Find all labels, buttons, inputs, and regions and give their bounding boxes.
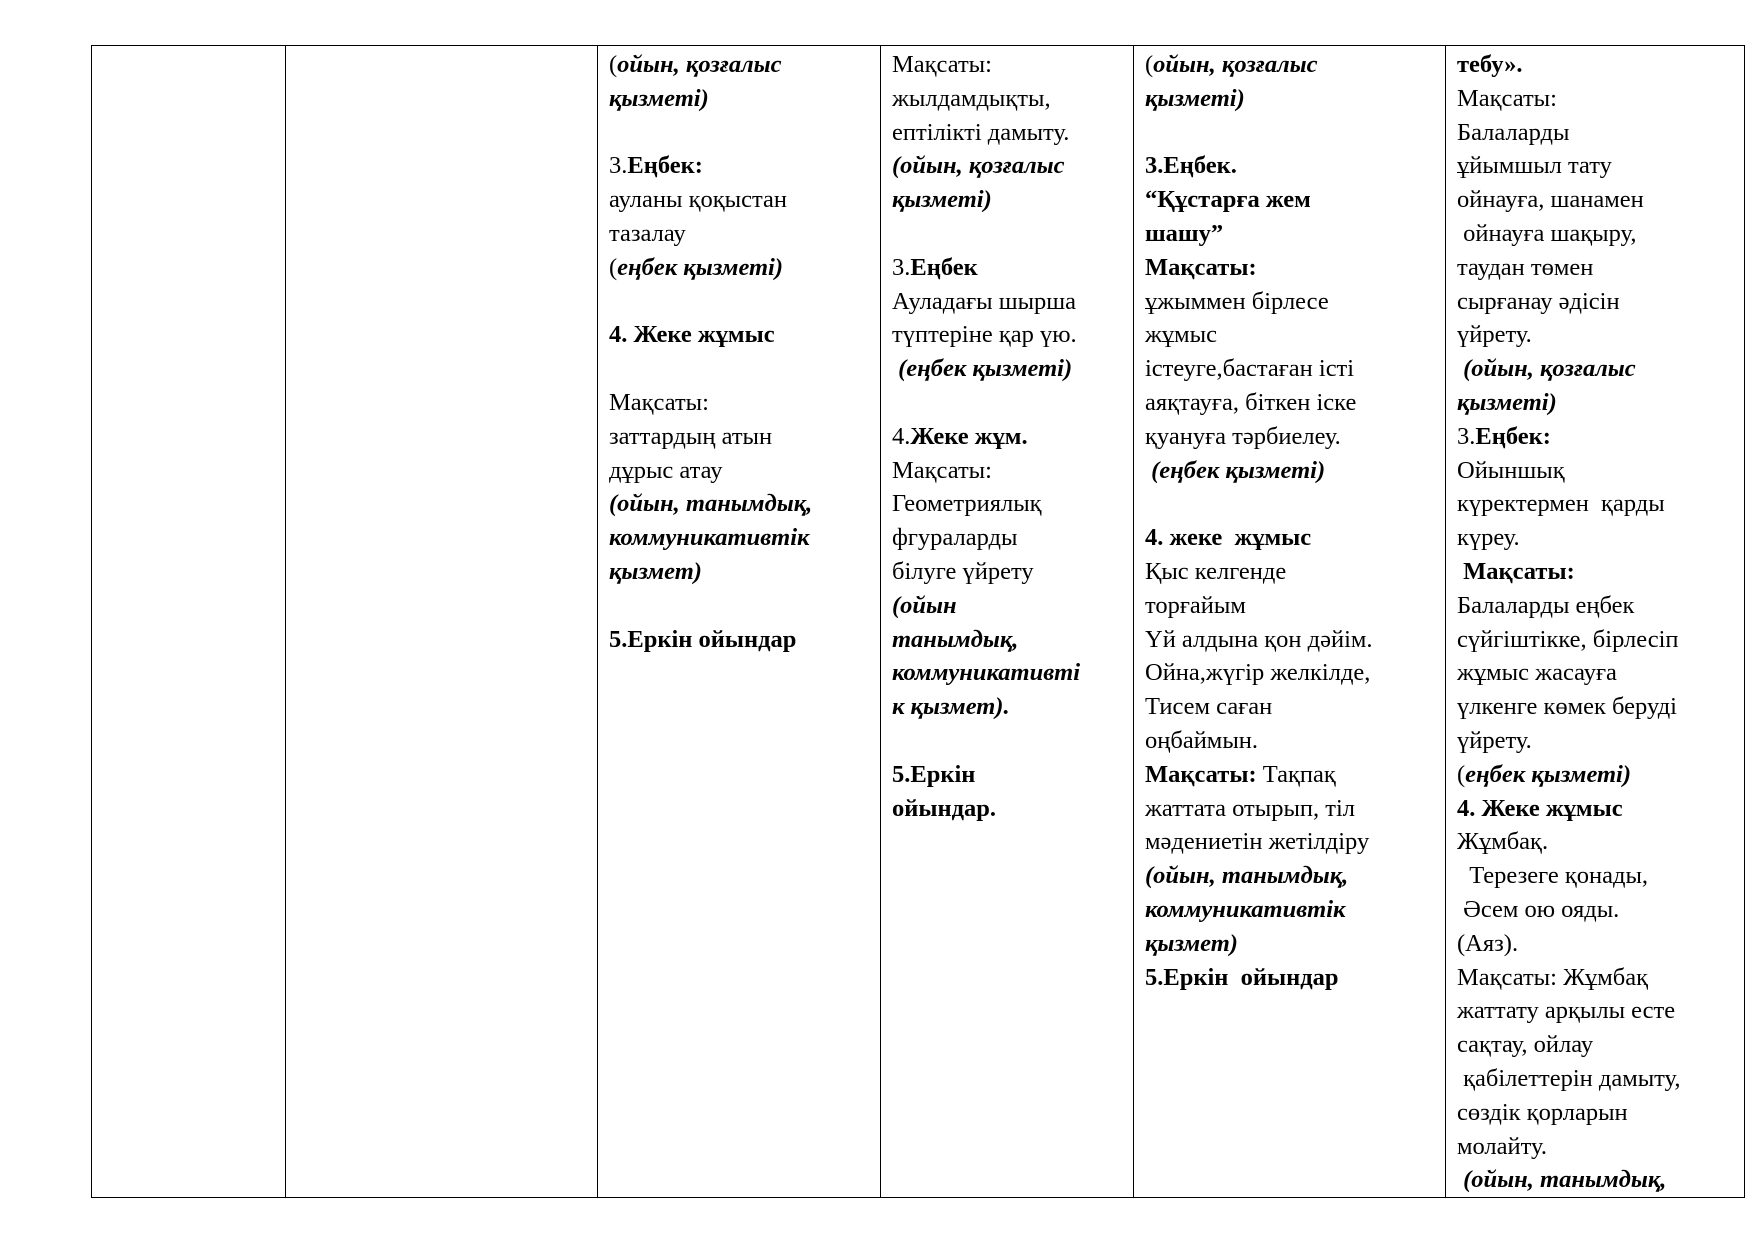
text-run: 4. Жеке жұмыс bbox=[1457, 794, 1623, 822]
text-line bbox=[1145, 116, 1437, 150]
text-run: Мақсаты: bbox=[1145, 760, 1257, 788]
text-run: Жеке жұм. bbox=[910, 422, 1028, 450]
text-run: Ойна,жүгір желкілде, bbox=[1145, 659, 1371, 687]
text-run: ( bbox=[609, 253, 618, 281]
table-cell-col-6 bbox=[1446, 46, 1745, 1198]
text-run: Мақсаты: bbox=[892, 456, 992, 484]
text-run: еңбек қызметі) bbox=[617, 253, 784, 281]
text-run: (ойын, танымдық, bbox=[1145, 862, 1349, 890]
text-line bbox=[1145, 454, 1437, 488]
text-line bbox=[1145, 859, 1437, 893]
text-line bbox=[1457, 48, 1736, 82]
text-line bbox=[892, 116, 1125, 150]
text-line bbox=[1145, 927, 1437, 961]
text-run: (еңбек қызметі) bbox=[1151, 456, 1326, 484]
text-line bbox=[1145, 183, 1437, 217]
text-run: ( bbox=[609, 51, 618, 78]
table-row bbox=[92, 46, 1745, 1198]
text-line bbox=[1457, 893, 1736, 927]
text-run: қызмет) bbox=[609, 557, 702, 585]
text-line bbox=[1457, 656, 1736, 690]
text-line bbox=[1145, 825, 1437, 859]
text-run: түптеріне қар үю. bbox=[892, 321, 1077, 349]
text-run: сырғанау әдісін bbox=[1457, 287, 1620, 315]
text-line bbox=[892, 82, 1125, 116]
text-run: тебу». bbox=[1457, 51, 1523, 78]
text-run: қызмет) bbox=[1145, 929, 1238, 957]
text-line bbox=[1457, 1028, 1736, 1062]
text-line bbox=[1457, 927, 1736, 961]
text-run: Еңбек: bbox=[627, 152, 703, 180]
text-run: сүйгіштікке, бірлесіп bbox=[1457, 625, 1679, 653]
text-line bbox=[1145, 521, 1437, 555]
text-line bbox=[1457, 555, 1736, 589]
text-line bbox=[609, 454, 872, 488]
text-run: Мақсаты: bbox=[1457, 84, 1557, 112]
text-line bbox=[892, 487, 1125, 521]
text-run: ойнауға шақыру, bbox=[1457, 219, 1637, 247]
text-run: 4. bbox=[892, 422, 911, 450]
text-line bbox=[1457, 589, 1736, 623]
text-run: 5.Еркін ойындар bbox=[1145, 963, 1339, 991]
text-line bbox=[1145, 758, 1437, 792]
table-cell-col-2 bbox=[286, 46, 598, 1198]
text-line bbox=[1145, 285, 1437, 319]
text-line bbox=[892, 386, 1125, 420]
text-run: таудан төмен bbox=[1457, 253, 1594, 281]
text-run: күректермен қарды bbox=[1457, 490, 1665, 518]
text-line bbox=[609, 285, 872, 319]
text-run: 3. bbox=[1457, 422, 1476, 450]
text-run: білуге үйрету bbox=[892, 557, 1034, 585]
text-run: Еңбек: bbox=[1475, 422, 1551, 450]
text-run: коммуникативтік bbox=[1145, 895, 1346, 923]
text-run: Терезеге қонады, bbox=[1457, 862, 1649, 890]
text-run: тазалау bbox=[609, 219, 686, 247]
text-run: қызметі) bbox=[892, 186, 992, 214]
text-line bbox=[1457, 149, 1736, 183]
text-run: к қызмет). bbox=[892, 693, 1010, 721]
text-line bbox=[1145, 961, 1437, 995]
text-run: жұмыс жасауға bbox=[1457, 659, 1617, 687]
text-line bbox=[609, 116, 872, 150]
text-line bbox=[892, 285, 1125, 319]
text-run: мәдениетін жетілдіру bbox=[1145, 828, 1370, 856]
text-line bbox=[609, 386, 872, 420]
table-cell-col-1 bbox=[92, 46, 286, 1198]
text-run: үйрету. bbox=[1457, 726, 1532, 754]
text-line bbox=[609, 251, 872, 285]
text-run: жаттату арқылы есте bbox=[1457, 997, 1676, 1025]
text-run: (ойын, қозғалыс bbox=[892, 152, 1065, 180]
text-run: Тисем саған bbox=[1145, 693, 1273, 721]
text-run: Тақпақ bbox=[1256, 760, 1336, 788]
text-line bbox=[1145, 589, 1437, 623]
text-run: 5.Еркін bbox=[892, 760, 976, 788]
text-line bbox=[892, 217, 1125, 251]
text-run: оңбаймын. bbox=[1145, 726, 1259, 754]
text-run: (ойын, танымдық, bbox=[609, 490, 813, 518]
text-line bbox=[1457, 623, 1736, 657]
text-run: ойын, қозғалыс bbox=[617, 51, 782, 78]
text-line bbox=[892, 318, 1125, 352]
text-line bbox=[609, 555, 872, 589]
text-run: ұжыммен бірлесе bbox=[1145, 287, 1329, 315]
text-line bbox=[1457, 318, 1736, 352]
text-run: Мақсаты: bbox=[892, 51, 992, 78]
text-run: ауланы қоқыстан bbox=[609, 186, 787, 214]
text-run: Еңбек bbox=[910, 253, 978, 281]
text-line bbox=[1457, 183, 1736, 217]
text-line bbox=[892, 48, 1125, 82]
text-line bbox=[1457, 724, 1736, 758]
text-run: “Құстарға жем bbox=[1145, 186, 1311, 214]
text-line bbox=[892, 555, 1125, 589]
text-run: ойнауға, шанамен bbox=[1457, 186, 1644, 214]
activity-plan-table bbox=[91, 45, 1745, 1198]
text-line bbox=[1457, 1163, 1736, 1197]
text-line bbox=[1145, 82, 1437, 116]
text-line bbox=[892, 420, 1125, 454]
text-run: ойындар. bbox=[892, 794, 997, 822]
text-run: Әсем ою ояды. bbox=[1457, 895, 1620, 923]
text-run: шашу” bbox=[1145, 219, 1224, 247]
text-run: 4. жеке жұмыс bbox=[1145, 524, 1312, 552]
text-line bbox=[1145, 420, 1437, 454]
text-run: сөздік қорларын bbox=[1457, 1098, 1628, 1126]
text-line bbox=[1457, 420, 1736, 454]
text-line bbox=[892, 183, 1125, 217]
text-line bbox=[892, 758, 1125, 792]
text-line bbox=[1145, 217, 1437, 251]
text-run: жылдамдықты, bbox=[892, 84, 1051, 112]
text-line bbox=[1145, 555, 1437, 589]
text-line bbox=[892, 724, 1125, 758]
text-run: еңбек қызметі) bbox=[1465, 760, 1632, 788]
text-run: үлкенге көмек беруді bbox=[1457, 693, 1677, 721]
text-line bbox=[892, 690, 1125, 724]
text-run: заттардың атын bbox=[609, 422, 773, 450]
text-run: Ойыншық bbox=[1457, 456, 1565, 484]
text-line bbox=[1457, 82, 1736, 116]
table-cell-col-4 bbox=[881, 46, 1134, 1198]
text-line bbox=[1457, 1096, 1736, 1130]
text-line bbox=[609, 318, 872, 352]
text-line bbox=[1457, 454, 1736, 488]
text-run: (еңбек қызметі) bbox=[898, 355, 1073, 383]
text-line bbox=[1145, 656, 1437, 690]
text-line bbox=[1145, 724, 1437, 758]
text-line bbox=[1457, 961, 1736, 995]
text-run: дұрыс атау bbox=[609, 456, 723, 484]
text-line bbox=[609, 149, 872, 183]
text-line bbox=[1145, 352, 1437, 386]
text-run: (ойын, қозғалыс bbox=[1463, 355, 1636, 383]
text-run: жаттата отырып, тіл bbox=[1145, 794, 1356, 822]
text-line bbox=[1457, 825, 1736, 859]
text-run: қызметі) bbox=[1145, 84, 1245, 112]
text-line bbox=[892, 623, 1125, 657]
text-line bbox=[1145, 251, 1437, 285]
text-line bbox=[1457, 285, 1736, 319]
text-line bbox=[1457, 217, 1736, 251]
text-run: Мақсаты: bbox=[1463, 557, 1575, 585]
text-run: Қыс келгенде bbox=[1145, 557, 1287, 585]
text-run: Геометриялық bbox=[892, 490, 1042, 518]
text-run: (Аяз). bbox=[1457, 929, 1519, 957]
text-run: торғайым bbox=[1145, 591, 1246, 619]
text-line bbox=[892, 352, 1125, 386]
text-run: аяқтауға, біткен іске bbox=[1145, 388, 1357, 416]
text-line bbox=[892, 251, 1125, 285]
text-run: 3. bbox=[609, 152, 628, 180]
text-line bbox=[1145, 386, 1437, 420]
text-line bbox=[609, 623, 872, 657]
text-run: сақтау, ойлау bbox=[1457, 1031, 1594, 1059]
text-line bbox=[1457, 690, 1736, 724]
text-line bbox=[1145, 893, 1437, 927]
text-line bbox=[1457, 758, 1736, 792]
text-line bbox=[892, 589, 1125, 623]
text-run: қызметі) bbox=[609, 84, 709, 112]
text-line bbox=[1457, 116, 1736, 150]
text-run: Мақсаты: bbox=[609, 388, 709, 416]
text-run: қызметі) bbox=[1457, 388, 1557, 416]
text-line bbox=[1457, 352, 1736, 386]
text-run: (ойын bbox=[892, 591, 957, 619]
text-line bbox=[892, 792, 1125, 826]
text-run: молайту. bbox=[1457, 1132, 1547, 1160]
text-line bbox=[1457, 994, 1736, 1028]
text-line bbox=[609, 521, 872, 555]
text-line bbox=[609, 352, 872, 386]
text-line bbox=[1457, 859, 1736, 893]
text-run: Балаларды bbox=[1457, 118, 1570, 146]
text-run: жұмыс bbox=[1145, 321, 1218, 349]
text-line bbox=[609, 48, 872, 82]
text-line bbox=[1457, 521, 1736, 555]
text-run: ептілікті дамыту. bbox=[892, 118, 1070, 146]
text-run: танымдық, bbox=[892, 625, 1019, 653]
text-run: фгураларды bbox=[892, 524, 1018, 552]
text-line bbox=[1145, 792, 1437, 826]
text-line bbox=[1145, 149, 1437, 183]
text-run: Мақсаты: Жұмбақ bbox=[1457, 963, 1649, 991]
text-line bbox=[609, 420, 872, 454]
text-line bbox=[892, 149, 1125, 183]
text-line bbox=[892, 454, 1125, 488]
text-run: үйрету. bbox=[1457, 321, 1532, 349]
text-run: қабілеттерін дамыту, bbox=[1457, 1064, 1681, 1092]
text-line bbox=[1457, 1062, 1736, 1096]
text-run: Жұмбақ. bbox=[1457, 828, 1549, 856]
text-run: 3. bbox=[892, 253, 911, 281]
text-line bbox=[1145, 487, 1437, 521]
text-line bbox=[609, 82, 872, 116]
text-line bbox=[609, 217, 872, 251]
text-line bbox=[1145, 690, 1437, 724]
text-run: Мақсаты: bbox=[1145, 253, 1257, 281]
text-run: ұйымшыл тату bbox=[1457, 152, 1612, 180]
table-cell-col-3 bbox=[598, 46, 881, 1198]
text-line bbox=[1457, 792, 1736, 826]
text-line bbox=[1145, 48, 1437, 82]
text-run: Ауладағы шырша bbox=[892, 287, 1077, 315]
text-run: қуануға тәрбиелеу. bbox=[1145, 422, 1341, 450]
text-line bbox=[609, 183, 872, 217]
text-line bbox=[609, 589, 872, 623]
text-run: коммуникативті bbox=[892, 659, 1081, 687]
text-run: Үй алдына қон дәйім. bbox=[1145, 625, 1373, 653]
text-line bbox=[892, 521, 1125, 555]
text-line bbox=[892, 656, 1125, 690]
text-line bbox=[1457, 386, 1736, 420]
text-run: істеуге,бастаған істі bbox=[1145, 355, 1355, 383]
text-run: Балаларды еңбек bbox=[1457, 591, 1635, 619]
text-run: ( bbox=[1457, 760, 1466, 788]
text-line bbox=[1457, 487, 1736, 521]
text-line bbox=[1457, 1130, 1736, 1164]
text-line bbox=[1145, 318, 1437, 352]
table-cell-col-5 bbox=[1134, 46, 1446, 1198]
text-run: коммуникативтік bbox=[609, 524, 810, 552]
text-run: ойын, қозғалыс bbox=[1153, 51, 1318, 78]
text-run: ( bbox=[1145, 51, 1154, 78]
text-run: күреу. bbox=[1457, 524, 1520, 552]
text-line bbox=[609, 487, 872, 521]
text-line bbox=[1145, 623, 1437, 657]
text-run: 5.Еркін ойындар bbox=[609, 625, 797, 653]
text-run: (ойын, танымдық, bbox=[1463, 1166, 1667, 1194]
text-line bbox=[1457, 251, 1736, 285]
text-run: 4. Жеке жұмыс bbox=[609, 321, 775, 349]
text-run: 3.Еңбек. bbox=[1145, 152, 1237, 180]
